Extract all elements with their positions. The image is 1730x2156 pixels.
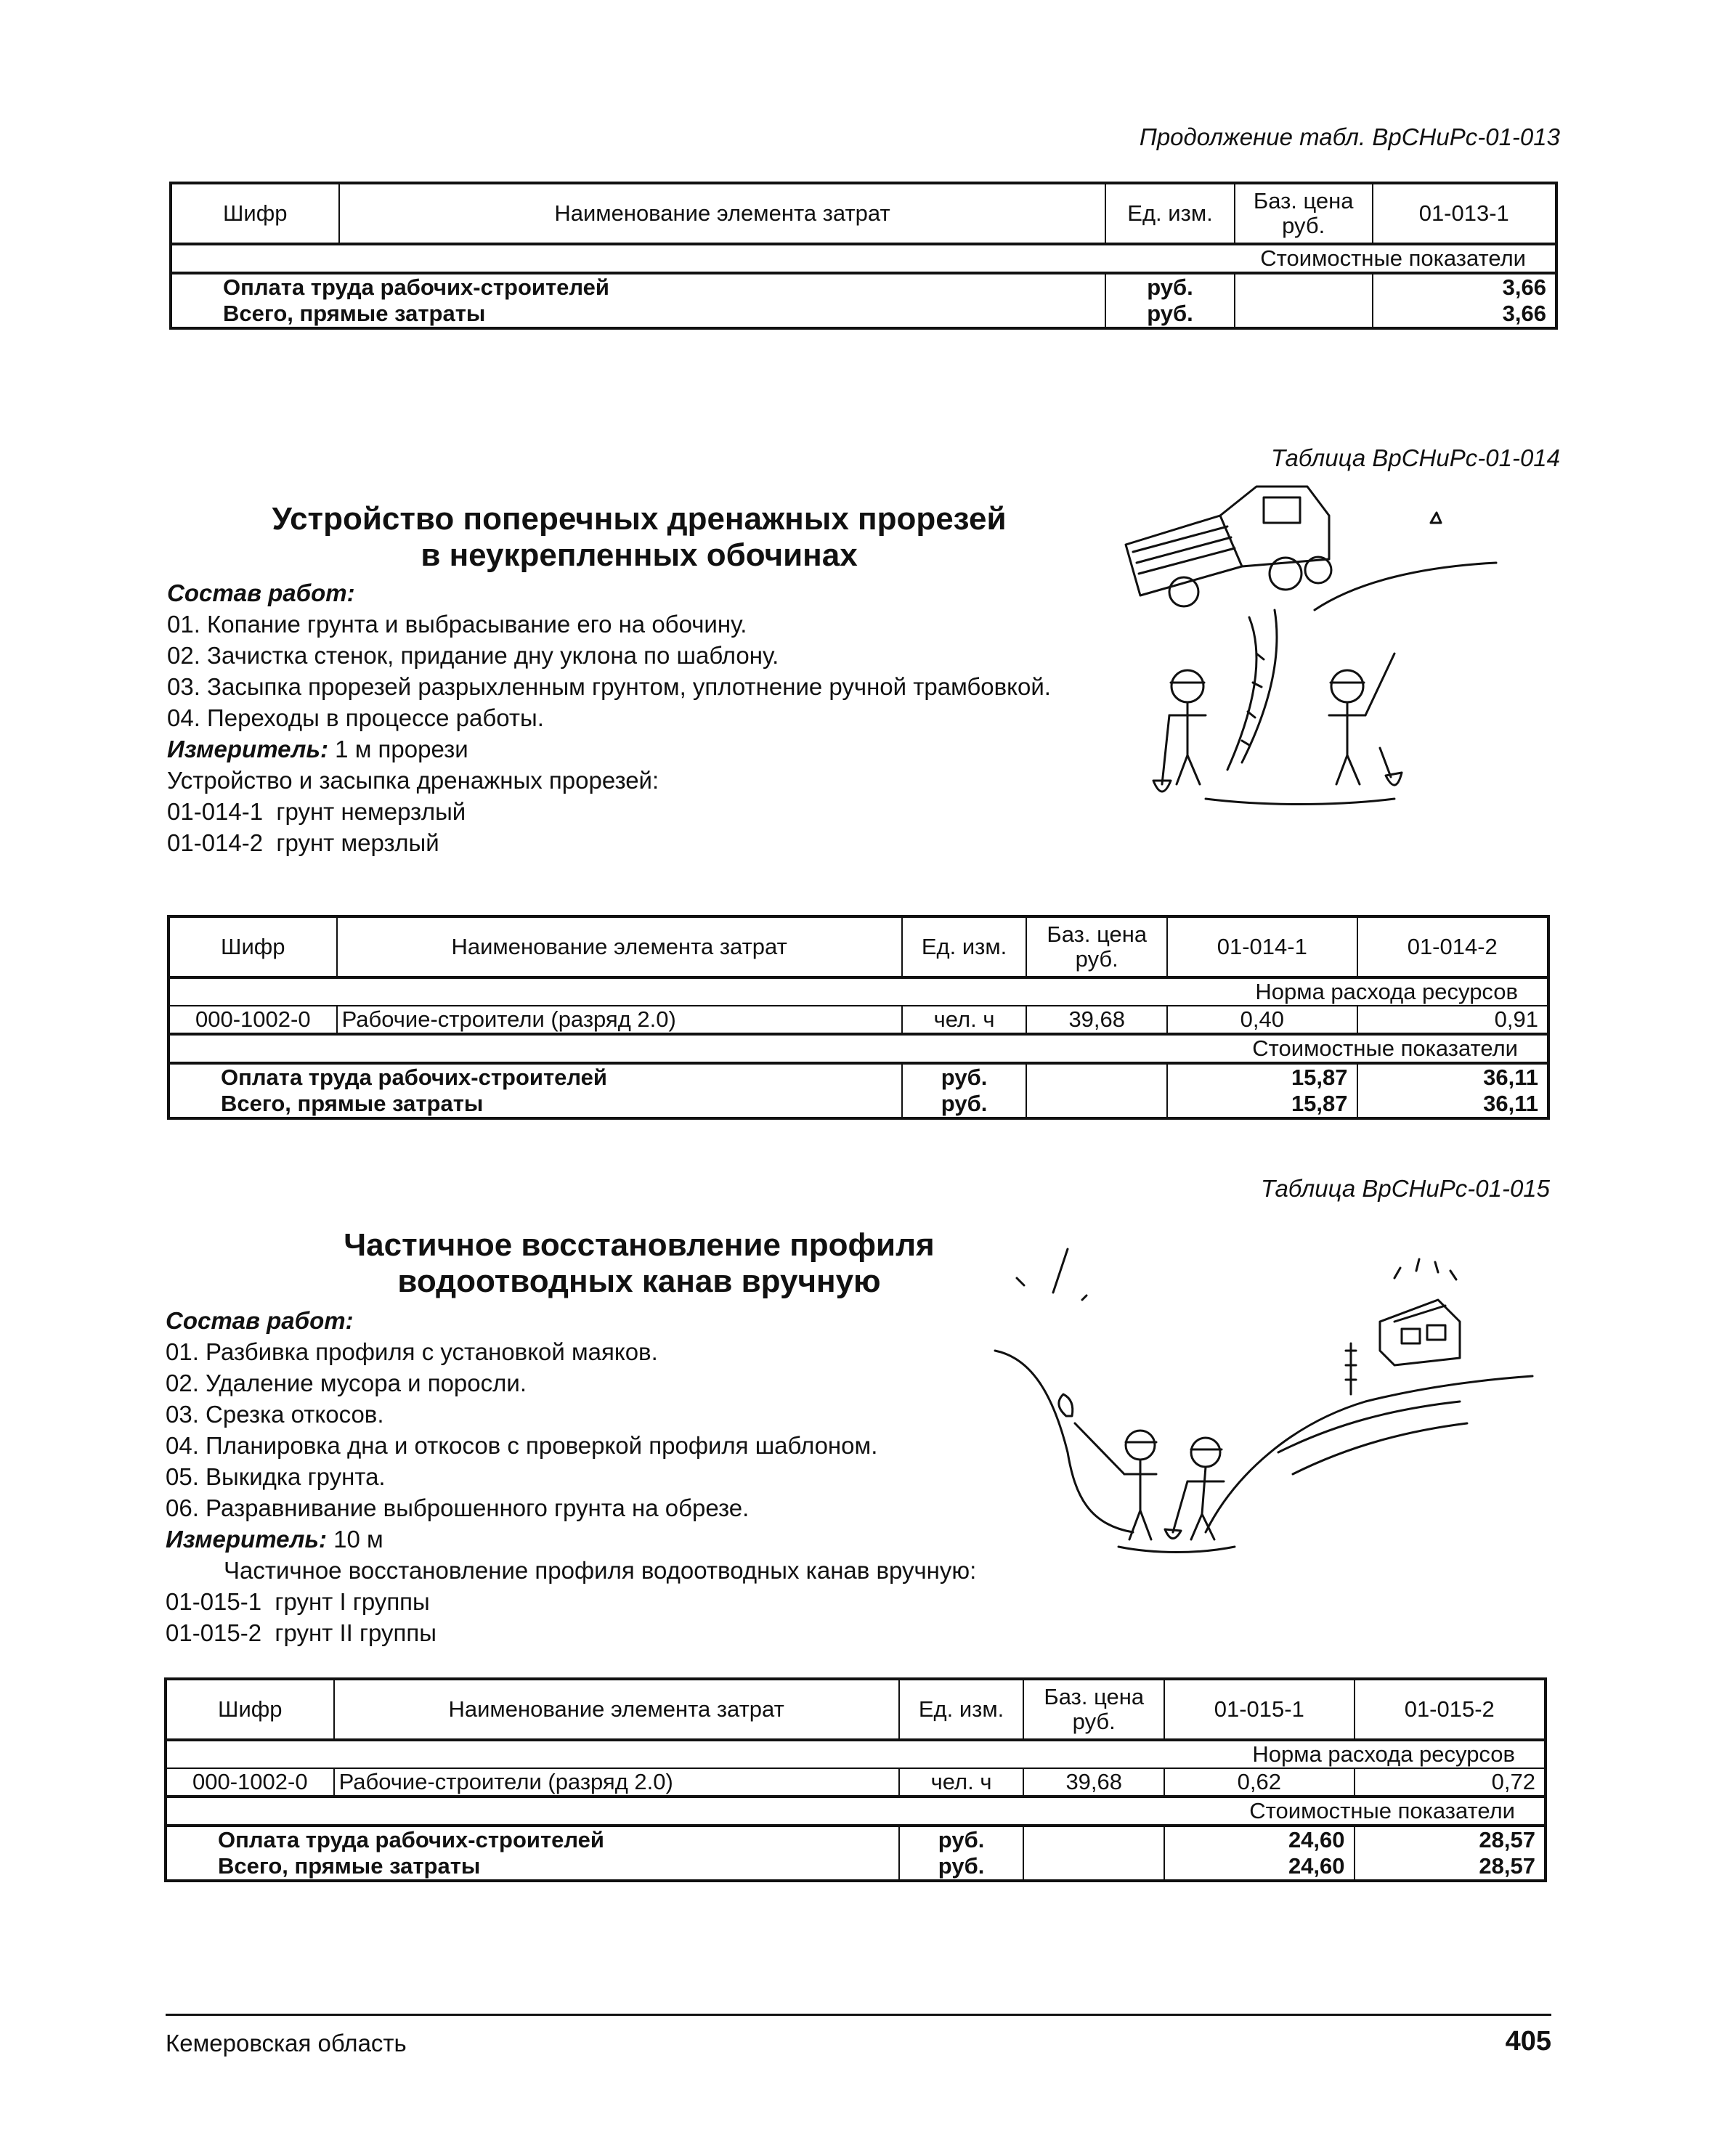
- band-row-cost: [168, 1034, 1548, 1063]
- work-item: 06. Разравнивание выброшенного грунта на обрезе.: [166, 1494, 750, 1521]
- variant-item: 01-014-2 грунт мерзлый: [167, 829, 439, 856]
- meter-label: Измеритель:: [167, 736, 328, 762]
- resource-code: 000-1002-0: [168, 1006, 337, 1034]
- variant-item: 01-015-1 грунт I группы: [166, 1588, 430, 1615]
- table-label-014: Таблица ВрСНиРс-01-014: [1271, 444, 1560, 471]
- band-row-norm: [168, 977, 1548, 1006]
- row-price: [1235, 273, 1373, 301]
- work-item: 04. Планировка дна и откосов с проверкой профиля шаблоном.: [166, 1432, 878, 1459]
- table-header-row: [166, 1679, 1546, 1740]
- band-cost: Стоимостные показатели: [168, 1034, 1548, 1063]
- resource-unit: чел. ч: [899, 1768, 1024, 1797]
- row-value-2: 36,11: [1357, 1063, 1548, 1091]
- header-code: Шифр: [166, 1679, 334, 1740]
- row-unit: руб.: [1105, 273, 1235, 301]
- resource-value-1: 0,40: [1167, 1006, 1357, 1034]
- title-line-2: водоотводных канав вручную: [397, 1264, 881, 1299]
- work-item: 03. Засыпка прорезей разрыхленным грунтом, уплотнение ручной трамбовкой.: [167, 673, 1051, 700]
- resource-price: 39,68: [1026, 1006, 1167, 1034]
- row-unit: руб.: [899, 1826, 1024, 1853]
- header-code: Шифр: [171, 183, 339, 244]
- table-row: [166, 1853, 1546, 1881]
- table-row: [171, 301, 1556, 328]
- table-row: [171, 273, 1556, 301]
- header-price: Баз. цена руб.: [1026, 916, 1167, 977]
- footer-region: Кемеровская область: [166, 2030, 407, 2057]
- section-title-014: [167, 501, 1111, 574]
- row-unit: руб.: [902, 1063, 1027, 1091]
- section-title-015: [167, 1227, 1111, 1300]
- row-value-1: 15,87: [1167, 1091, 1357, 1118]
- resource-name: Рабочие-строители (разряд 2.0): [334, 1768, 899, 1797]
- work-item: 01. Разбивка профиля с установкой маяков.: [166, 1338, 658, 1365]
- header-price: Баз. цена руб.: [1023, 1679, 1164, 1740]
- ditch-workers-illustration-icon: [988, 1234, 1540, 1569]
- table-01-013: [169, 182, 1558, 330]
- band-row-cost: [166, 1797, 1546, 1826]
- work-item: 02. Удаление мусора и поросли.: [166, 1370, 527, 1396]
- table-header-row: [171, 183, 1556, 244]
- row-name: Оплата труда рабочих-строителей: [166, 1826, 899, 1853]
- header-col1: 01-015-1: [1164, 1679, 1354, 1740]
- row-name: Всего, прямые затраты: [166, 1853, 899, 1881]
- resource-value-2: 0,72: [1355, 1768, 1546, 1797]
- header-col1: 01-013-1: [1373, 183, 1556, 244]
- row-price: [1023, 1826, 1164, 1853]
- table-row: [166, 1768, 1546, 1797]
- row-value-1: 3,66: [1373, 273, 1556, 301]
- intro-line: Частичное восстановление профиля водоотводных канав вручную:: [224, 1557, 977, 1584]
- meter-line: [167, 733, 1051, 765]
- table-row: [166, 1826, 1546, 1853]
- row-unit: руб.: [902, 1091, 1027, 1118]
- row-price: [1235, 301, 1373, 328]
- resource-unit: чел. ч: [902, 1006, 1027, 1034]
- resource-value-1: 0,62: [1164, 1768, 1354, 1797]
- table-01-015: [164, 1677, 1547, 1882]
- work-item: 05. Выкидка грунта.: [166, 1463, 386, 1490]
- table-label-015: Таблица ВрСНиРс-01-015: [1261, 1175, 1550, 1202]
- row-value-2: 28,57: [1355, 1853, 1546, 1881]
- row-name: Оплата труда рабочих-строителей: [168, 1063, 902, 1091]
- row-value-1: 3,66: [1373, 301, 1556, 328]
- table-row: [168, 1063, 1548, 1091]
- row-name: Оплата труда рабочих-строителей: [171, 273, 1105, 301]
- resource-name: Рабочие-строители (разряд 2.0): [337, 1006, 902, 1034]
- row-unit: руб.: [899, 1853, 1024, 1881]
- page-number: 405: [1505, 2026, 1551, 2057]
- work-item: 02. Зачистка стенок, придание дну уклона по шаблону.: [167, 642, 779, 669]
- title-line-2: в неукрепленных обочинах: [421, 537, 858, 573]
- footer-divider: [166, 2014, 1551, 2016]
- resource-price: 39,68: [1023, 1768, 1164, 1797]
- work-item: 01. Копание грунта и выбрасывание его на обочину.: [167, 611, 747, 638]
- band-norm: Норма расхода ресурсов: [166, 1740, 1546, 1768]
- meter-label: Измеритель:: [166, 1526, 327, 1553]
- header-name: Наименование элемента затрат: [334, 1679, 899, 1740]
- row-name: Всего, прямые затраты: [171, 301, 1105, 328]
- row-price: [1026, 1091, 1167, 1118]
- row-value-2: 36,11: [1357, 1091, 1548, 1118]
- works-list-014: [167, 577, 1051, 858]
- resource-code: 000-1002-0: [166, 1768, 334, 1797]
- meter-value: 1 м прорези: [335, 736, 468, 762]
- truck-workers-illustration-icon: [1118, 465, 1525, 842]
- header-unit: Ед. изм.: [899, 1679, 1024, 1740]
- works-list-015: [166, 1305, 976, 1648]
- header-code: Шифр: [168, 916, 337, 977]
- works-label: Состав работ:: [167, 579, 355, 606]
- meter-line: [166, 1524, 976, 1555]
- header-unit: Ед. изм.: [902, 916, 1027, 977]
- row-unit: руб.: [1105, 301, 1235, 328]
- table-row: [168, 1006, 1548, 1034]
- band-cost: Стоимостные показатели: [166, 1797, 1546, 1826]
- works-label: Состав работ:: [166, 1307, 354, 1334]
- row-price: [1023, 1853, 1164, 1881]
- table-01-014: [167, 915, 1550, 1120]
- header-unit: Ед. изм.: [1105, 183, 1235, 244]
- row-price: [1026, 1063, 1167, 1091]
- band-norm: Норма расхода ресурсов: [168, 977, 1548, 1006]
- row-value-1: 24,60: [1164, 1853, 1354, 1881]
- header-col1: 01-014-1: [1167, 916, 1357, 977]
- band-row-cost: [171, 244, 1556, 273]
- meter-value: 10 м: [333, 1526, 383, 1553]
- header-col2: 01-015-2: [1355, 1679, 1546, 1740]
- row-value-1: 15,87: [1167, 1063, 1357, 1091]
- resource-value-2: 0,91: [1357, 1006, 1548, 1034]
- title-line-1: Устройство поперечных дренажных прорезей: [272, 501, 1007, 537]
- work-item: 04. Переходы в процессе работы.: [167, 704, 544, 731]
- continuation-label: Продолжение табл. ВрСНиРс-01-013: [1139, 123, 1560, 150]
- band-cost: Стоимостные показатели: [171, 244, 1556, 273]
- header-col2: 01-014-2: [1357, 916, 1548, 977]
- row-name: Всего, прямые затраты: [168, 1091, 902, 1118]
- intro-line: Устройство и засыпка дренажных прорезей:: [167, 767, 659, 794]
- variant-item: 01-015-2 грунт II группы: [166, 1619, 436, 1646]
- header-name: Наименование элемента затрат: [339, 183, 1105, 244]
- row-value-1: 24,60: [1164, 1826, 1354, 1853]
- header-price: Баз. цена руб.: [1235, 183, 1373, 244]
- work-item: 03. Срезка откосов.: [166, 1401, 384, 1428]
- table-header-row: [168, 916, 1548, 977]
- row-value-2: 28,57: [1355, 1826, 1546, 1853]
- band-row-norm: [166, 1740, 1546, 1768]
- title-line-1: Частичное восстановление профиля: [344, 1227, 935, 1263]
- table-row: [168, 1091, 1548, 1118]
- variant-item: 01-014-1 грунт немерзлый: [167, 798, 466, 825]
- header-name: Наименование элемента затрат: [337, 916, 902, 977]
